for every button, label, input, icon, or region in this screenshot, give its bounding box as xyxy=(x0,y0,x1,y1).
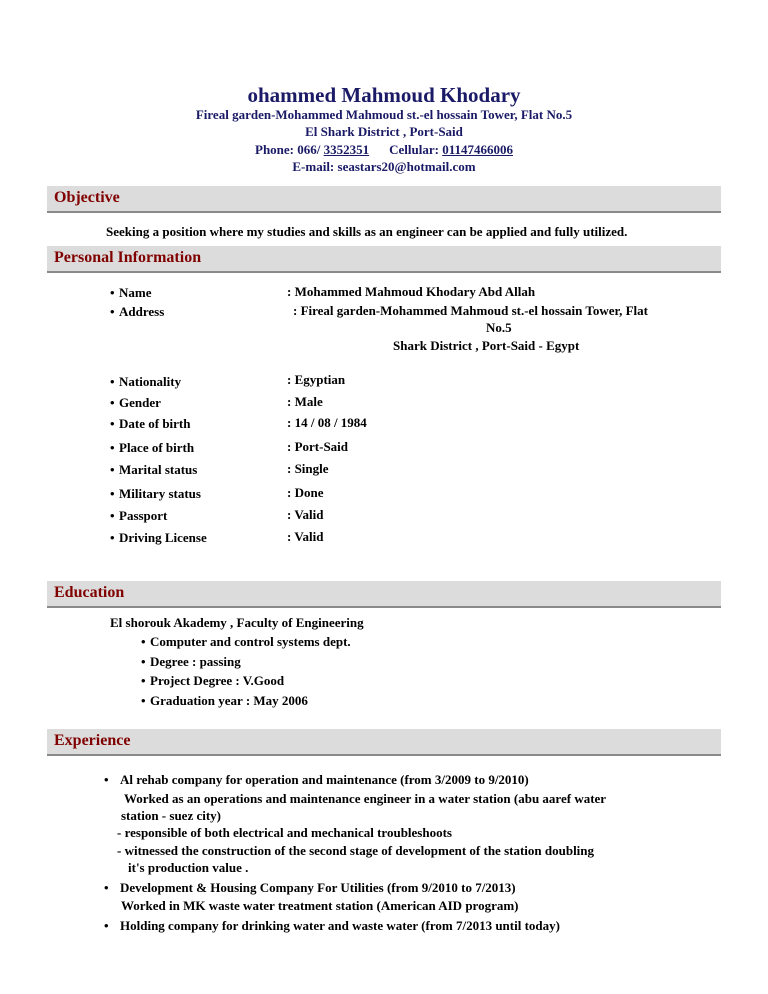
cellular-label: Cellular: xyxy=(389,142,443,157)
experience-job-2-line-1: Worked in MK waste water treatment station (American AID program) xyxy=(121,898,519,913)
personal-address-value-3: Shark District , Port-Said - Egypt xyxy=(393,338,580,353)
personal-section-header xyxy=(47,246,721,273)
personal-item-label: • Gender xyxy=(110,395,161,411)
personal-item-label: • Marital status xyxy=(110,462,197,478)
education-institution: El shorouk Akademy , Faculty of Engineering xyxy=(110,615,364,630)
experience-job-3-title: • Holding company for drinking water and waste water (from 7/2013 until today) xyxy=(104,918,560,933)
personal-item-value: : Single xyxy=(287,461,329,476)
personal-item-value: : 14 / 08 / 1984 xyxy=(287,415,367,430)
objective-section-header xyxy=(47,186,721,213)
objective-title: Objective xyxy=(54,189,120,206)
education-item: • Degree : passing xyxy=(141,654,241,670)
personal-item-label: • Place of birth xyxy=(110,440,194,456)
cellular-number[interactable]: 01147466006 xyxy=(442,142,513,157)
personal-name-value: : Mohammed Mahmoud Khodary Abd Allah xyxy=(287,284,536,299)
personal-item-value: : Done xyxy=(287,485,324,500)
personal-item-value: : Valid xyxy=(287,507,324,522)
personal-item-label: • Military status xyxy=(110,486,201,502)
experience-job-1-line-3: - responsible of both electrical and mechanical troubleshoots xyxy=(117,825,452,840)
education-title: Education xyxy=(54,584,125,601)
experience-section-header xyxy=(47,729,721,756)
phone-line xyxy=(0,142,768,158)
personal-title: Personal Information xyxy=(54,249,202,266)
experience-job-1-line-1: Worked as an operations and maintenance engineer in a water station (abu aaref water xyxy=(124,791,607,806)
experience-title: Experience xyxy=(54,732,131,749)
experience-job-1-line-2: station - suez city) xyxy=(121,808,222,823)
phone-label: Phone: 066/ xyxy=(255,142,324,157)
experience-job-1-title: • Al rehab company for operation and maintenance (from 3/2009 to 9/2010) xyxy=(104,772,529,787)
candidate-name: ohammed Mahmoud Khodary xyxy=(247,83,521,107)
personal-item-value: : Valid xyxy=(287,529,324,544)
personal-name-label: • Name xyxy=(110,285,152,301)
personal-item-label: • Nationality xyxy=(110,374,181,390)
personal-item-value: : Male xyxy=(287,394,323,409)
address-line-1: Fireal garden-Mohammed Mahmoud st.-el hossain Tower, Flat No.5 xyxy=(195,107,573,122)
personal-item-label: • Driving License xyxy=(110,530,207,546)
education-item: • Computer and control systems dept. xyxy=(141,634,351,650)
objective-text: Seeking a position where my studies and skills as an engineer can be applied and fully utilized. xyxy=(106,224,628,239)
personal-item-value: : Egyptian xyxy=(287,372,346,387)
education-item: • Project Degree : V.Good xyxy=(141,673,284,689)
email-line: E-mail: seastars20@hotmail.com xyxy=(292,159,476,174)
experience-job-1-line-4: - witnessed the construction of the second stage of development of the station doubling xyxy=(117,843,595,858)
address-line-2: El Shark District , Port-Said xyxy=(305,124,463,139)
education-section-header xyxy=(47,581,721,608)
personal-address-value-2: No.5 xyxy=(486,320,512,335)
personal-item-label: • Date of birth xyxy=(110,416,191,432)
experience-job-2-title: • Development & Housing Company For Utilities (from 9/2010 to 7/2013) xyxy=(104,880,516,895)
personal-item-value: : Port-Said xyxy=(287,439,349,454)
personal-address-label: • Address xyxy=(110,304,164,320)
education-item: • Graduation year : May 2006 xyxy=(141,693,308,709)
phone-number[interactable]: 3352351 xyxy=(323,142,370,157)
personal-address-value-1: : Fireal garden-Mohammed Mahmoud st.-el hossain Tower, Flat xyxy=(293,303,648,318)
personal-item-label: • Passport xyxy=(110,508,167,524)
experience-job-1-line-5: it's production value . xyxy=(128,860,249,875)
